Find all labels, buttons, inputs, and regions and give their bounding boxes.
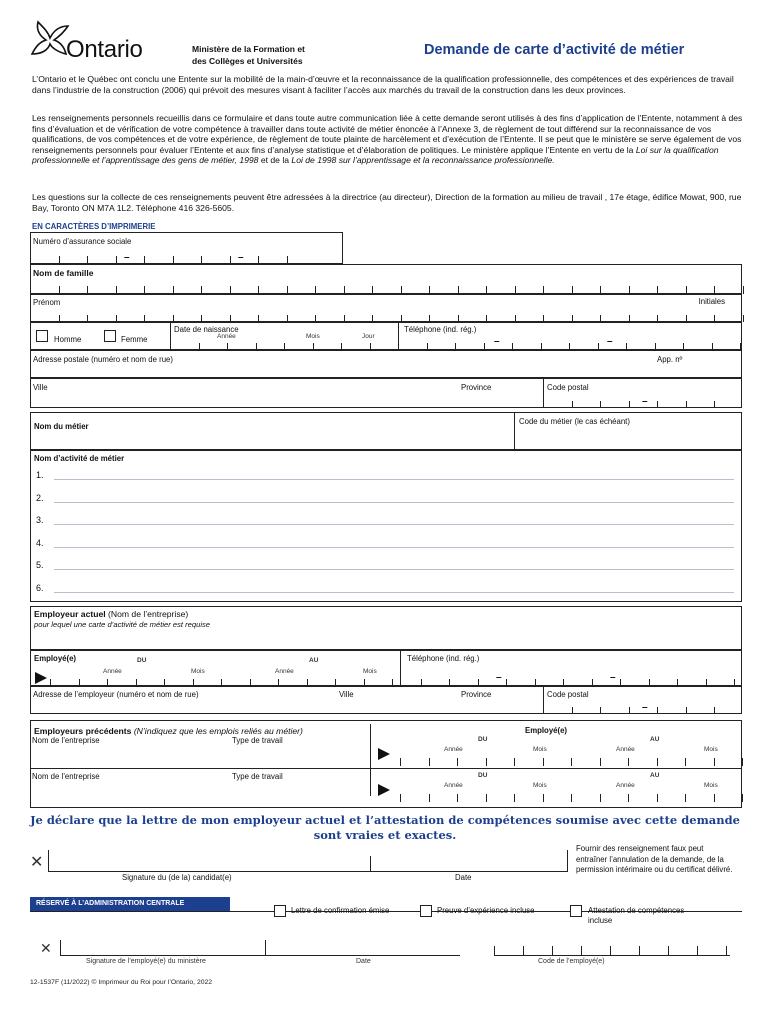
comb-tick — [341, 343, 342, 350]
comb-tick — [714, 794, 715, 802]
intro-paragraph-1: L’Ontario et le Québec ont conclu une Entente sur la mobilité de la main-d’œuvre et la reconnaissance de la qualification professionnelle, des compétences et des expériences de travail dans l’industrie de la construction (2006) qui prévoit des mesures visant à faciliter l’accès aux marchés du travail de la construction dans les deux provinces. — [32, 74, 734, 95]
comb-tick — [552, 946, 553, 956]
comb-tick — [144, 315, 145, 322]
ministry-signature-label: Signature de l’employé(e) du ministère — [86, 958, 206, 965]
close-x-icon: ✕ — [30, 854, 44, 871]
ministry-signature-field[interactable] — [60, 940, 460, 956]
activity-line-input[interactable] — [54, 547, 734, 548]
admin-section-label: RÉSERVÉ À L’ADMINISTRATION CENTRALE — [30, 897, 230, 911]
job-type-label[interactable]: Type de travail — [232, 736, 283, 745]
comb-tick — [315, 286, 316, 294]
comb-tick — [657, 794, 658, 802]
comb-tick — [173, 256, 174, 264]
phone-label[interactable]: Téléphone (ind. rég.) — [404, 325, 477, 334]
false-information-warning: Fournir des renseignement faux peut entraîner l’annulation de la demande, de la permission intérimaire ou du certificat délivré. — [576, 844, 733, 874]
comb-tick — [344, 315, 345, 322]
comb-tick — [486, 315, 487, 322]
comb-tick — [514, 794, 515, 802]
comb-tick — [227, 343, 228, 350]
comb-tick — [629, 401, 630, 408]
employed-label: Employé(e) — [34, 654, 77, 663]
female-checkbox[interactable] — [104, 330, 116, 342]
month-label: Mois — [191, 668, 205, 675]
comb-tick — [541, 343, 542, 350]
comb-tick — [686, 286, 687, 294]
employer-province-label[interactable]: Province — [461, 690, 492, 699]
intro-p2-text: Les renseignements personnels recueillis dans ce formulaire et dans toute autre communication liée à cette demande seront utilisés à des fins d’application de l’Entente, notamment à des fins d’évaluation et de vérification de votre compétence à travailler dans toute activité de métier énoncée à l’Annexe 3, de règlement de tout différend sur la reconnaissance de vos qualifications, de vos compétences et de votre expérience, de règlement de toute plainte de harcèlement et d’exécution de l’Entente. Il se peut que le ministère se serve également de vos renseignements personnels pour évaluer l’Entente et aux fins d’analyse statistique et d’élaboration de politiques. Le ministère applique l’Entente en vertu de la — [32, 113, 743, 155]
dob-phone-ticks — [170, 340, 742, 350]
comb-tick — [742, 758, 743, 766]
comb-tick — [315, 315, 316, 322]
form-number-footer: 12-1537F (11/2022) © Imprimeur du Roi pour l’Ontario, 2022 — [30, 979, 213, 986]
comb-tick — [506, 679, 507, 686]
comb-tick — [335, 679, 336, 686]
activity-name-label: Nom d’activité de métier — [34, 454, 125, 463]
sin-label: Numéro d’assurance sociale — [33, 237, 132, 246]
month-label: Mois — [533, 782, 547, 789]
comb-tick — [107, 679, 108, 686]
last-name-ticks — [30, 283, 742, 294]
comb-tick — [256, 343, 257, 350]
trade-name-label[interactable]: Nom du métier — [34, 422, 89, 431]
experience-proof-label: Preuve d’expérience incluse — [437, 906, 535, 915]
divider — [514, 412, 515, 450]
intro-paragraph-2 — [32, 113, 744, 166]
sin-digit-ticks — [30, 250, 343, 264]
month-label: Mois — [704, 782, 718, 789]
male-label: Homme — [54, 335, 82, 344]
activity-line-number: 6. — [36, 582, 44, 593]
comb-tick — [50, 679, 51, 686]
comb-tick — [598, 343, 599, 350]
comb-tick — [600, 758, 601, 766]
comb-tick — [421, 679, 422, 686]
activity-section — [30, 450, 742, 602]
print-instruction: EN CARACTÈRES D’IMPRIMERIE — [32, 222, 156, 231]
postal-label[interactable]: Code postal — [547, 383, 589, 392]
divider — [265, 940, 266, 956]
comb-tick — [458, 315, 459, 322]
applicant-signature-field[interactable] — [48, 850, 568, 872]
law-reference-2: Loi de 1998 sur l’apprentissage et la reconnaissance professionnelle. — [291, 155, 555, 166]
last-name-label: Nom de famille — [33, 268, 94, 278]
employer-postal-label[interactable]: Code postal — [547, 690, 589, 699]
first-name-label: Prénom — [33, 298, 61, 307]
comb-tick — [543, 794, 544, 802]
to-label: AU — [309, 657, 319, 664]
activity-line-number: 4. — [36, 537, 44, 548]
ontario-logo — [26, 20, 176, 64]
comb-tick — [628, 758, 629, 766]
employer-city-label[interactable]: Ville — [339, 690, 354, 699]
comb-tick — [59, 256, 60, 264]
divider — [370, 856, 371, 872]
postal-separator: – — [642, 702, 648, 713]
comb-tick — [581, 946, 582, 956]
comb-tick — [372, 315, 373, 322]
comb-tick — [429, 758, 430, 766]
company-name-label[interactable]: Nom de l’entreprise — [32, 772, 100, 781]
activity-line-number: 5. — [36, 560, 44, 570]
comb-tick — [714, 758, 715, 766]
comb-tick — [173, 315, 174, 322]
sin-separator: – — [238, 252, 244, 263]
comb-tick — [313, 343, 314, 350]
province-label[interactable]: Province — [461, 383, 492, 392]
declaration-text — [20, 813, 750, 843]
ministry-line-2: des Collèges et Universités — [192, 56, 303, 66]
activity-line-input[interactable] — [54, 569, 734, 570]
comb-tick — [287, 286, 288, 294]
dob-label[interactable]: Date de naissance — [174, 325, 239, 334]
phone-separator: – — [607, 336, 613, 347]
comb-tick — [221, 679, 222, 686]
comb-tick — [144, 256, 145, 264]
comb-tick — [726, 946, 727, 956]
comb-tick — [230, 256, 231, 264]
comb-tick — [429, 794, 430, 802]
comb-tick — [571, 758, 572, 766]
initials-label: Initiales — [698, 297, 725, 306]
comb-tick — [714, 707, 715, 714]
job-type-label[interactable]: Type de travail — [232, 772, 283, 781]
comb-tick — [170, 343, 171, 350]
comb-tick — [543, 315, 544, 322]
comb-tick — [514, 758, 515, 766]
divider — [370, 760, 371, 796]
from-label: DU — [478, 736, 488, 743]
form-title: Demande de carte d’activité de métier — [424, 42, 685, 58]
comb-tick — [626, 343, 627, 350]
play-arrow-icon — [35, 672, 47, 684]
comb-tick — [250, 679, 251, 686]
comb-tick — [59, 315, 60, 322]
company-name-label[interactable]: Nom de l’entreprise — [32, 736, 100, 745]
comb-tick — [59, 286, 60, 294]
comb-tick — [30, 315, 31, 322]
employment-ticks — [50, 676, 742, 686]
comb-tick — [144, 286, 145, 294]
employer-phone-label[interactable]: Téléphone (ind. rég.) — [407, 654, 480, 663]
comb-tick — [706, 679, 707, 686]
row-divider — [30, 768, 742, 769]
postal-separator: – — [642, 396, 648, 407]
comb-tick — [572, 286, 573, 294]
year-label: Année — [275, 668, 294, 675]
comb-tick — [287, 256, 288, 264]
current-employer-field[interactable] — [30, 606, 742, 650]
current-employer-rest: (Nom de l’entreprise) — [105, 609, 189, 619]
comb-tick — [164, 679, 165, 686]
comb-tick — [657, 758, 658, 766]
divider — [370, 724, 371, 760]
comb-tick — [742, 794, 743, 802]
comb-tick — [494, 946, 495, 956]
play-arrow-icon — [378, 784, 390, 796]
comb-tick — [657, 286, 658, 294]
address-label: Adresse postale (numéro et nom de rue) — [33, 355, 173, 364]
dob-month-label: Mois — [306, 333, 320, 340]
employer-address-label[interactable]: Adresse de l’employeur (numéro et nom de rue) — [33, 690, 199, 699]
employee-code-label: Code de l’employé(e) — [538, 958, 605, 965]
comb-tick — [400, 758, 401, 766]
comb-tick — [116, 256, 117, 264]
comb-tick — [600, 707, 601, 714]
employed-label: Employé(e) — [525, 726, 568, 735]
comb-tick — [572, 401, 573, 408]
comb-tick — [87, 286, 88, 294]
comb-tick — [543, 401, 544, 408]
intro-paragraph-3: Les questions sur la collecte de ces renseignements peuvent être adressées à la directrice (au directeur), Direction de la formation au milieu de travail , 17e étage, édifice Mowat, 900, rue Bay, Toronto ON M7A 1L2. Téléphone 416 326-5605. — [32, 192, 742, 213]
comb-tick — [307, 679, 308, 686]
year-label: Année — [444, 782, 463, 789]
comb-tick — [478, 679, 479, 686]
city-label[interactable]: Ville — [33, 383, 48, 392]
comb-tick — [401, 315, 402, 322]
comb-tick — [686, 707, 687, 714]
activity-line-input[interactable] — [54, 479, 734, 480]
comb-tick — [572, 707, 573, 714]
comb-tick — [230, 286, 231, 294]
declaration-line-2: sont vraies et exactes. — [313, 828, 457, 842]
comb-tick — [258, 256, 259, 264]
comb-tick — [201, 286, 202, 294]
phone-separator: – — [496, 672, 502, 683]
comb-tick — [686, 315, 687, 322]
comb-tick — [30, 256, 31, 264]
trade-row — [30, 412, 742, 450]
comb-tick — [600, 794, 601, 802]
comb-tick — [683, 343, 684, 350]
comb-tick — [457, 794, 458, 802]
trillium-icon — [26, 20, 70, 60]
signature-label: Signature du (de la) candidat(e) — [122, 873, 232, 882]
comb-tick — [173, 286, 174, 294]
month-label: Mois — [533, 746, 547, 753]
comb-tick — [486, 758, 487, 766]
from-label: DU — [137, 657, 147, 664]
comb-tick — [600, 401, 601, 408]
comb-tick — [258, 286, 259, 294]
dob-day-label: Jour — [362, 333, 375, 340]
comb-tick — [629, 707, 630, 714]
experience-proof-checkbox[interactable] — [420, 905, 432, 917]
previous-employers-label — [34, 726, 303, 736]
comb-tick — [714, 401, 715, 408]
activity-line-number: 2. — [36, 492, 44, 503]
comb-tick — [484, 343, 485, 350]
comb-tick — [201, 315, 202, 322]
comb-tick — [429, 286, 430, 294]
comb-baseline — [494, 955, 730, 956]
comb-tick — [677, 679, 678, 686]
year-label: Année — [616, 782, 635, 789]
year-label: Année — [444, 746, 463, 753]
ministry-line-1: Ministère de la Formation et — [192, 44, 305, 54]
month-label: Mois — [363, 668, 377, 675]
confirmation-letter-label: Lettre de confirmation émise — [291, 906, 390, 915]
comb-tick — [515, 286, 516, 294]
comb-tick — [486, 286, 487, 294]
comb-tick — [571, 794, 572, 802]
apt-label: App. nº — [657, 355, 683, 364]
comb-tick — [116, 315, 117, 322]
comb-tick — [455, 343, 456, 350]
comb-tick — [512, 343, 513, 350]
comb-tick — [136, 679, 137, 686]
comb-tick — [392, 679, 393, 686]
comb-tick — [543, 758, 544, 766]
close-x-icon: ✕ — [40, 940, 52, 956]
play-arrow-icon — [378, 748, 390, 760]
comb-tick — [515, 315, 516, 322]
date-label: Date — [455, 873, 472, 882]
comb-tick — [199, 343, 200, 350]
comb-tick — [743, 315, 744, 322]
comb-tick — [628, 794, 629, 802]
to-label: AU — [650, 736, 660, 743]
first-name-ticks — [30, 312, 742, 322]
comb-tick — [193, 679, 194, 686]
comb-tick — [657, 707, 658, 714]
sin-separator: – — [124, 252, 130, 263]
comb-tick — [278, 679, 279, 686]
declaration-line-1: Je déclare que la lettre de mon employeur actuel et l’attestation de compétences soumise avec cette demande — [30, 813, 740, 827]
law-reference-1: Loi sur la qualification professionnelle et l’apprentissage des gens de métier, 1998 — [32, 144, 719, 166]
comb-tick — [258, 315, 259, 322]
comb-tick — [543, 707, 544, 714]
to-label: AU — [650, 772, 660, 779]
comb-tick — [740, 343, 741, 350]
comb-tick — [364, 679, 365, 686]
comb-tick — [398, 343, 399, 350]
comb-tick — [600, 286, 601, 294]
employee-code-field[interactable] — [494, 940, 730, 956]
comb-tick — [685, 758, 686, 766]
current-employer-title: Employeur actuel — [34, 609, 106, 619]
previous-employers-title: Employeurs précédents — [34, 726, 132, 736]
female-label: Femme — [121, 335, 148, 344]
employer-postal-ticks — [543, 704, 742, 714]
previous-employers-note: (N’indiquez que les emplois reliés au métier) — [131, 726, 303, 736]
comb-tick — [427, 343, 428, 350]
comb-tick — [734, 679, 735, 686]
phone-separator: – — [610, 672, 616, 683]
comb-tick — [457, 758, 458, 766]
comb-tick — [649, 679, 650, 686]
comb-tick — [600, 315, 601, 322]
address-field[interactable] — [30, 350, 742, 378]
current-employer-subtitle: pour lequel une carte d’activité de métier est requise — [34, 620, 211, 629]
dob-year-label: Année — [217, 333, 236, 340]
comb-tick — [449, 679, 450, 686]
trade-code-label[interactable]: Code du métier (le cas échéant) — [519, 417, 630, 426]
comb-tick — [287, 315, 288, 322]
comb-tick — [655, 343, 656, 350]
comb-tick — [486, 794, 487, 802]
comb-tick — [686, 401, 687, 408]
activity-line-input[interactable] — [54, 502, 734, 503]
comb-tick — [400, 794, 401, 802]
comb-tick — [610, 946, 611, 956]
activity-line-input[interactable] — [54, 592, 734, 593]
comb-tick — [401, 286, 402, 294]
comb-tick — [620, 679, 621, 686]
comb-tick — [370, 343, 371, 350]
comb-tick — [429, 315, 430, 322]
comb-tick — [668, 946, 669, 956]
comb-tick — [201, 256, 202, 264]
activity-line-input[interactable] — [54, 524, 734, 525]
comb-tick — [543, 286, 544, 294]
comb-tick — [572, 315, 573, 322]
attestation-label: Attestation de compétences incluse — [588, 906, 685, 925]
comb-tick — [523, 946, 524, 956]
male-checkbox[interactable] — [36, 330, 48, 342]
current-employer-label — [34, 609, 188, 619]
comb-tick — [116, 286, 117, 294]
comb-tick — [284, 343, 285, 350]
comb-tick — [629, 315, 630, 322]
comb-tick — [714, 315, 715, 322]
year-label: Année — [103, 668, 122, 675]
comb-tick — [87, 315, 88, 322]
logo-wordmark: Ontario — [66, 36, 143, 63]
comb-tick — [685, 794, 686, 802]
comb-tick — [712, 343, 713, 350]
comb-tick — [569, 343, 570, 350]
month-label: Mois — [704, 746, 718, 753]
postal-ticks — [543, 398, 742, 408]
comb-tick — [743, 286, 744, 294]
comb-tick — [230, 315, 231, 322]
activity-line-number: 3. — [36, 515, 44, 525]
from-label: DU — [478, 772, 488, 779]
comb-tick — [639, 946, 640, 956]
comb-tick — [535, 679, 536, 686]
comb-tick — [79, 679, 80, 686]
comb-tick — [30, 286, 31, 294]
comb-tick — [458, 286, 459, 294]
comb-tick — [563, 679, 564, 686]
comb-tick — [344, 286, 345, 294]
comb-tick — [714, 286, 715, 294]
activity-line-number: 1. — [36, 470, 44, 480]
comb-tick — [657, 401, 658, 408]
comb-tick — [372, 286, 373, 294]
ministry-name — [192, 43, 372, 67]
admin-date-label: Date — [356, 958, 371, 965]
comb-tick — [87, 256, 88, 264]
comb-tick — [592, 679, 593, 686]
comb-tick — [629, 286, 630, 294]
phone-separator: – — [494, 336, 500, 347]
intro-p2-mid: et de la — [258, 155, 292, 166]
comb-tick — [697, 946, 698, 956]
year-label: Année — [616, 746, 635, 753]
confirmation-letter-checkbox[interactable] — [274, 905, 286, 917]
comb-tick — [657, 315, 658, 322]
attestation-checkbox[interactable] — [570, 905, 582, 917]
